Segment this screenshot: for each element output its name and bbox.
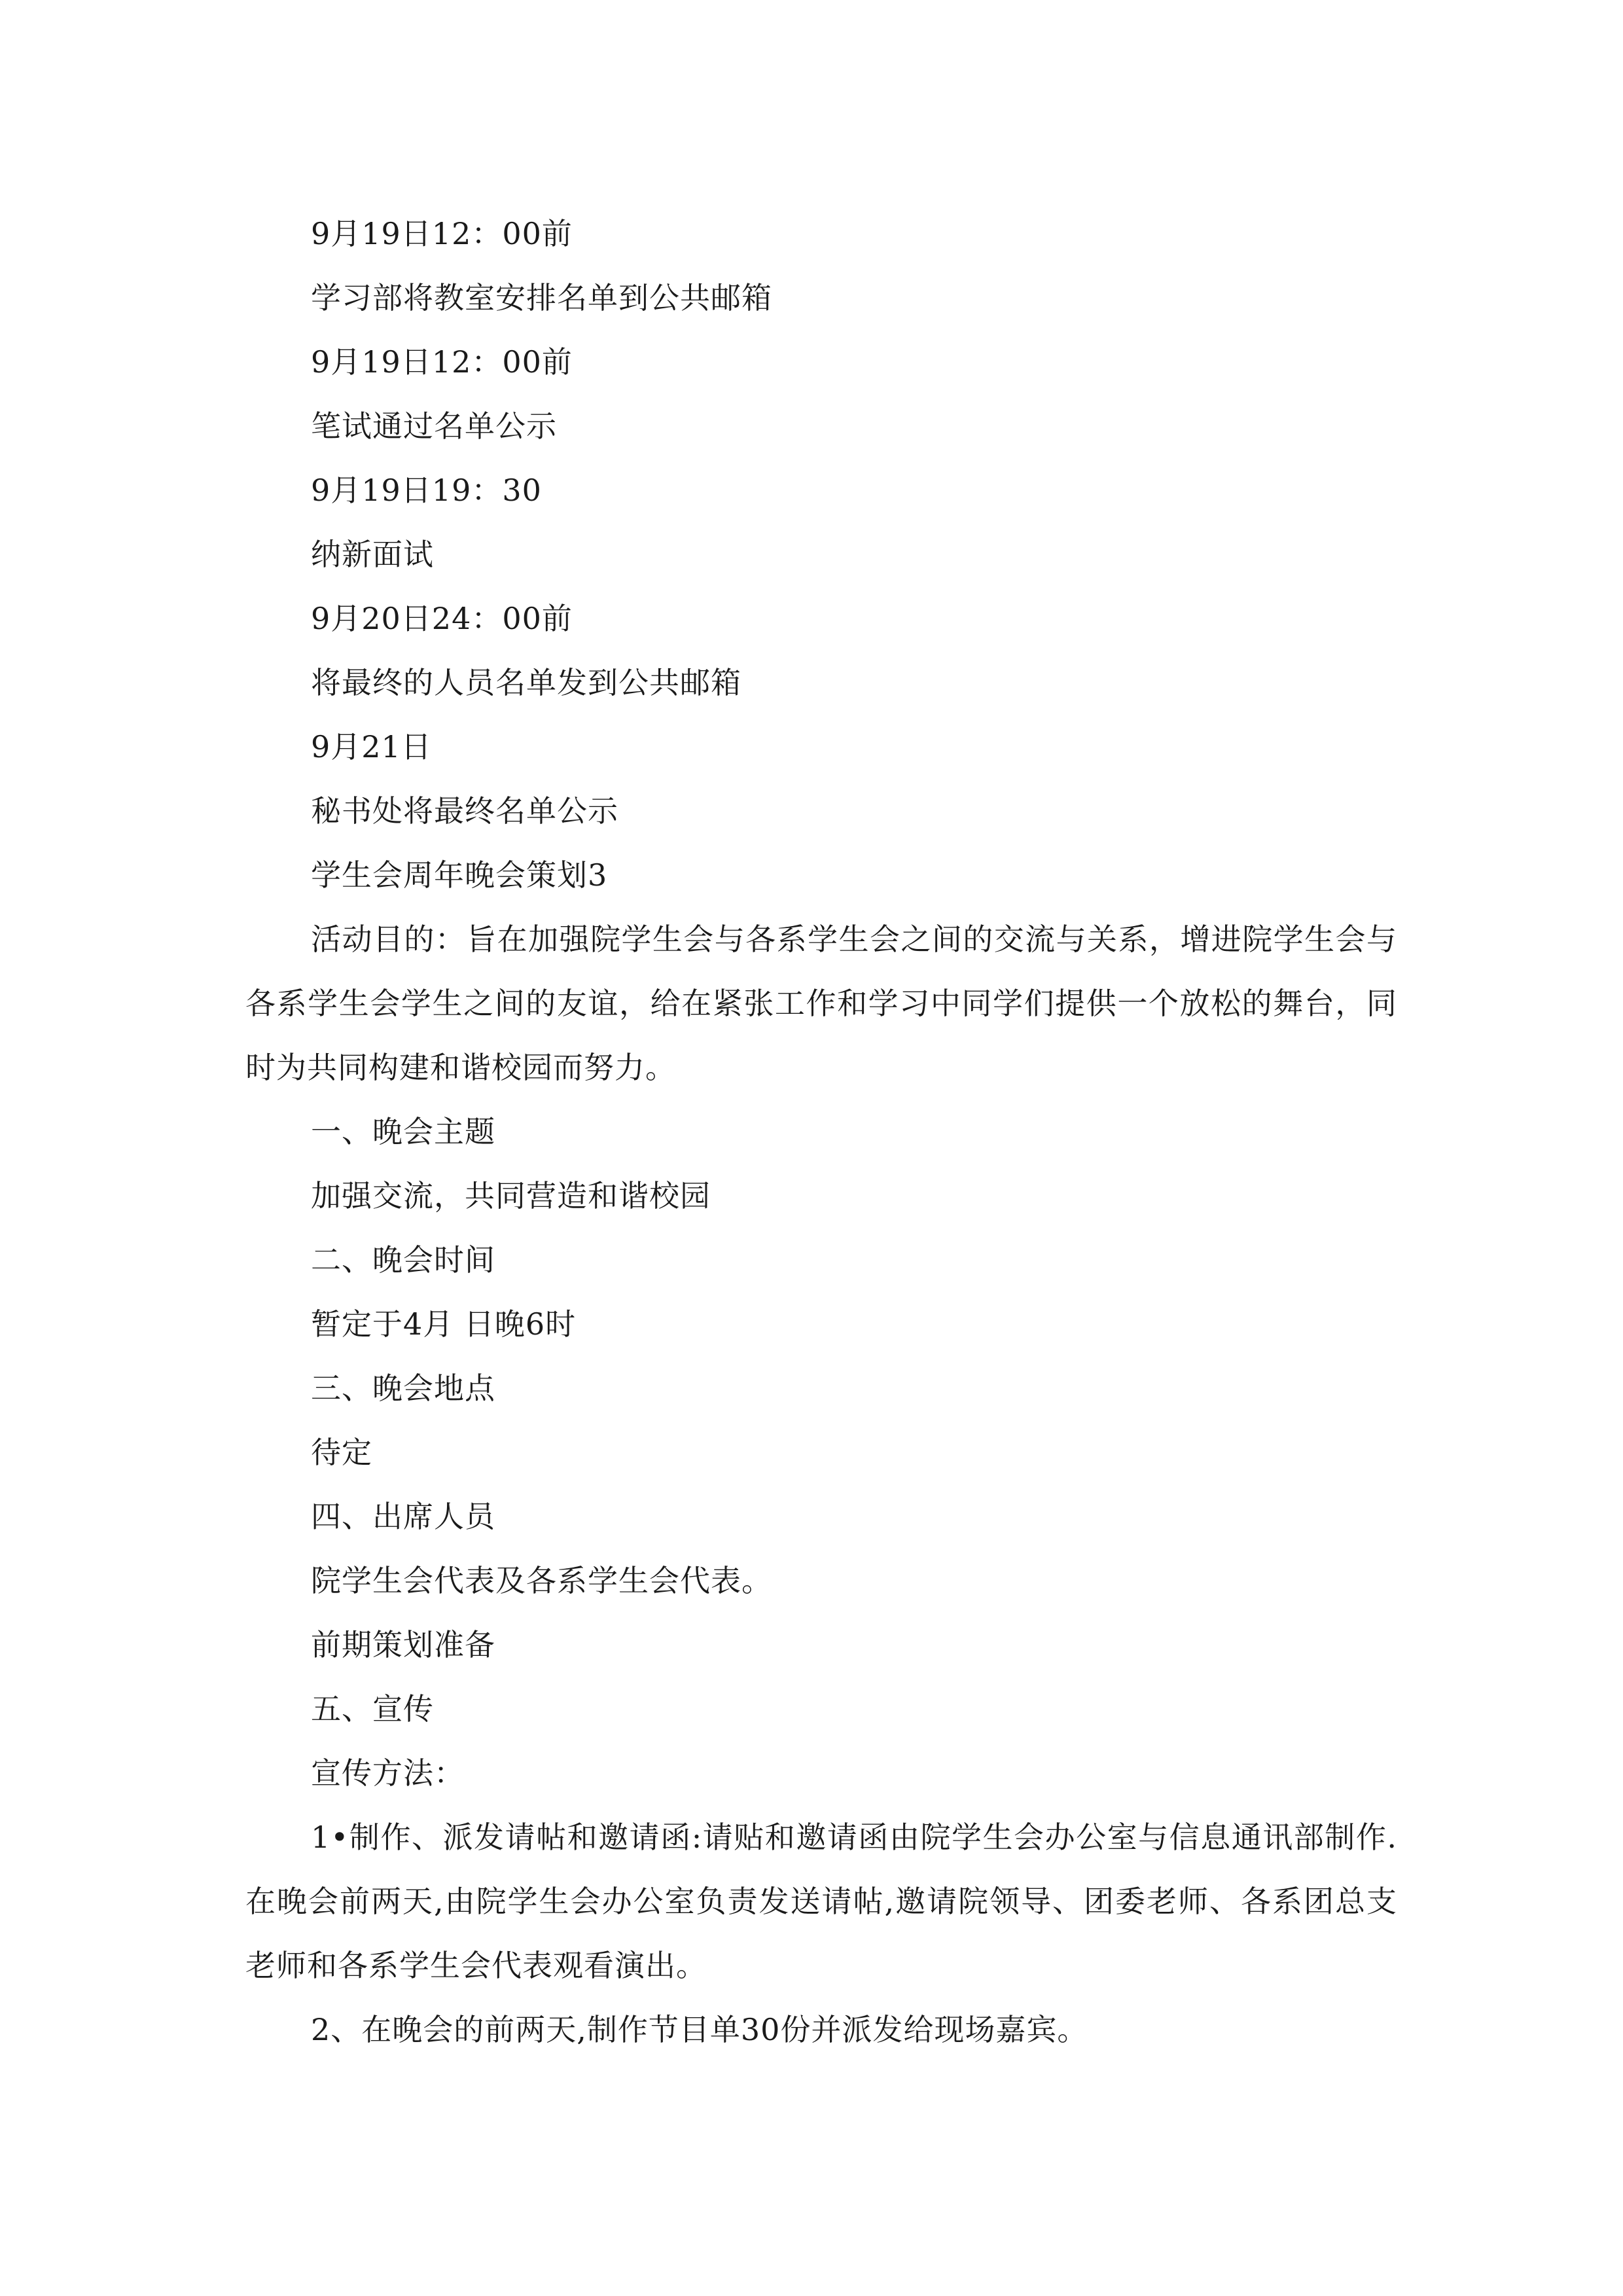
section-text: 宣传方法：: [311, 1755, 465, 1791]
schedule-time: 9月19日12：00前: [311, 216, 573, 251]
purpose-paragraph: 活动目的：旨在加强院学生会与各系学生会之间的交流与关系，增进院学生会与各系学生会学生之间的友谊，给在紧张工作和学习中同学们提供一个放松的舞台，同时为共同构建和谐校园而努力。: [245, 922, 1397, 1085]
schedule-task: 将最终的人员名单发到公共邮箱: [311, 665, 741, 700]
section-text: 暂定于4月 日晚6时: [311, 1306, 577, 1342]
schedule-task: 笔试通过名单公示: [311, 408, 557, 444]
schedule-time: 9月19日12：00前: [311, 344, 573, 380]
section-title: 学生会周年晚会策划3: [311, 857, 608, 893]
schedule-time: 9月20日24：00前: [311, 601, 573, 636]
section-text: 待定: [311, 1435, 372, 1470]
section-heading: 五、宣传: [311, 1691, 434, 1727]
section-text: 前期策划准备: [311, 1627, 495, 1662]
schedule-task: 纳新面试: [311, 537, 434, 572]
item-2-paragraph: 2、在晚会的前两天,制作节目单30份并派发给现场嘉宾。: [311, 2012, 1088, 2047]
section-text: 加强交流，共同营造和谐校园: [311, 1178, 711, 1213]
section-heading: 四、出席人员: [311, 1499, 495, 1534]
document-body: [245, 202, 1397, 2062]
section-heading: 一、晚会主题: [311, 1114, 495, 1149]
section-heading: 三、晚会地点: [311, 1371, 495, 1406]
section-heading: 二、晚会时间: [311, 1242, 495, 1278]
section-text: 院学生会代表及各系学生会代表。: [311, 1563, 772, 1598]
item-1-paragraph: 1•制作、派发请帖和邀请函:请贴和邀请函由院学生会办公室与信息通讯部制作.在晚会前两天,由院学生会办公室负责发送请帖,邀请院领导、团委老师、各系团总支老师和各系学生会代表观看演出。: [245, 1820, 1397, 1983]
schedule-time: 9月19日19：30: [311, 473, 542, 508]
schedule-task: 学习部将教室安排名单到公共邮箱: [311, 280, 772, 315]
schedule-time: 9月21日: [311, 729, 432, 764]
schedule-task: 秘书处将最终名单公示: [311, 793, 618, 829]
